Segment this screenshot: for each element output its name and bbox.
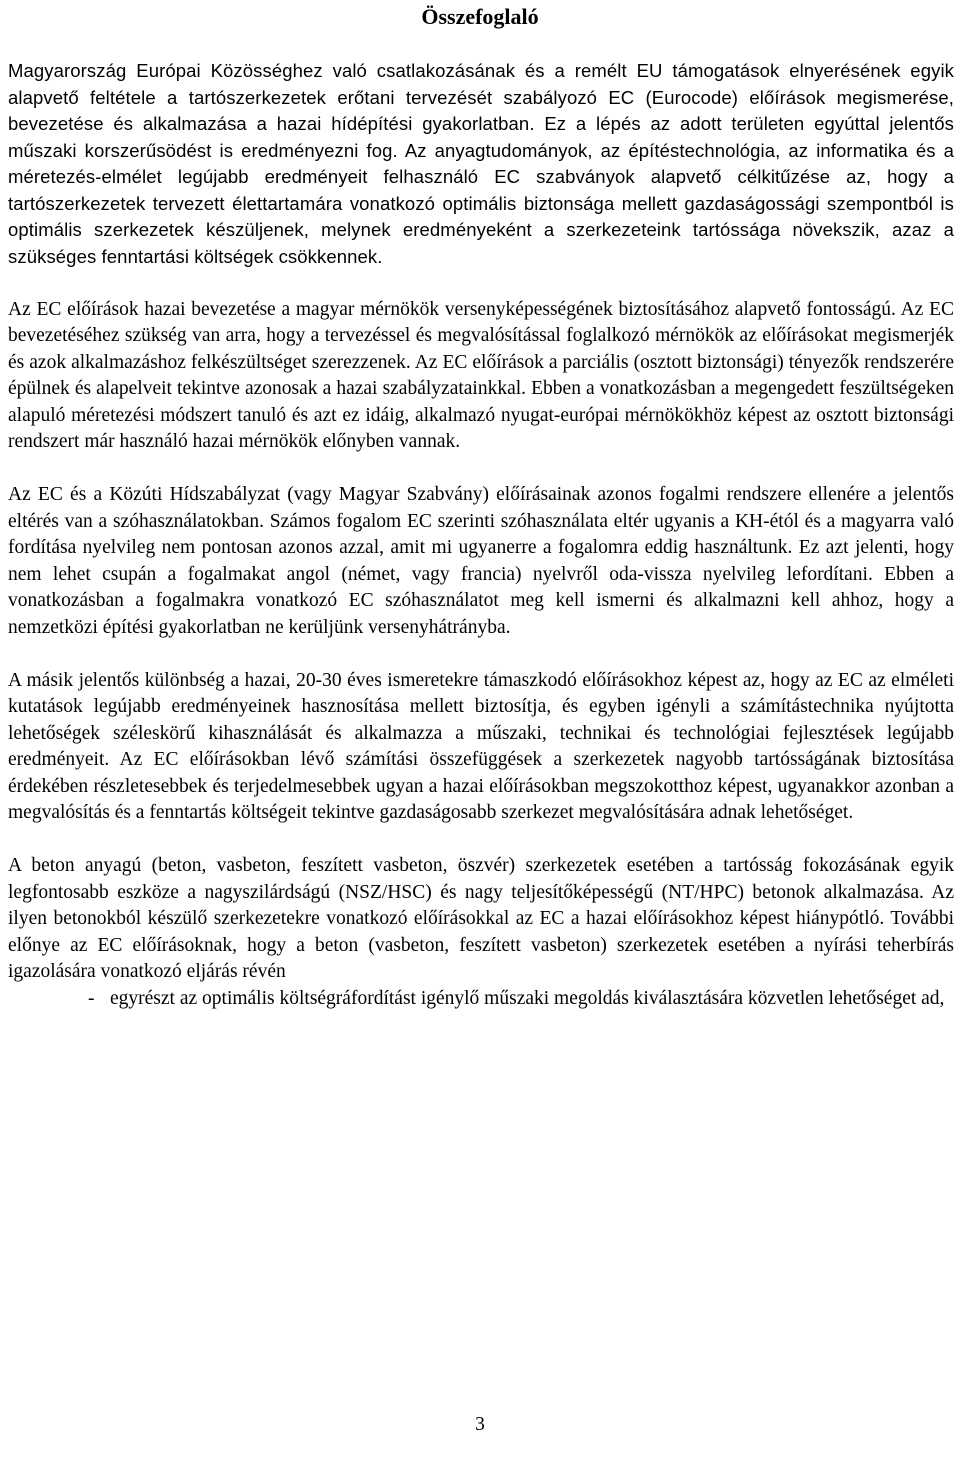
paragraph-4: A másik jelentős különbség a hazai, 20-30 éves ismeretekre támaszkodó előírásokhoz képest az, hogy az EC az elméleti kutatások legújabb eredményeinek hasznosítása mellett biztosítja, és egyben igényli a számítástechnika nyújtotta lehetőségek széleskörű kihasználását és alkalmazza a műszaki, technikai és technológiai fejlesztések legújabb eredményeit. Az EC előírásokban lévő számítási összefüggések a szerkezetek nagyobb tartósságának biztosítása érdekében részletesebbek és terjedelmesebbek ugyan a hazai előírásokban megszokotthoz képest, ugyanakkor azonban a megvalósítás és a fenntartás költségeit tekintve gazdaságosabb szerkezet megvalósítására adnak lehetőséget. <box>8 669 954 823</box>
paragraph-3: Az EC és a Közúti Hídszabályzat (vagy Magyar Szabvány) előírásainak azonos fogalmi rendszere ellenére a jelentős eltérés van a szóhasználatokban. Számos fogalom EC szerinti szóhasználata eltér ugyanis a KH-étól és a magyarra való fordítása nyelvileg nem pontosan azonos azzal, amit mi ugyanerre a fogalomra eddig használtunk. Ez azt jelenti, hogy nem lehet csupán a fogalmakat angol (német, vagy francia) nyelvről oda-vissza nyelvileg lefordítani. Ebben a vonatkozásban a fogalmakra vonatkozó EC szóhasználatot meg kell ismerni és alkalmazni kell ahhoz, hogy a nemzetközi építési gyakorlatban ne kerüljünk versenyhátrányba. <box>8 484 954 638</box>
paragraph-1: Magyarország Európai Közösséghez való csatlakozásának és a remélt EU támogatások elnyerésének egyik alapvető feltétele a tartószerkezetek erőtani tervezését szabályozó EC (Eurocode) előírások megismerése, bevezetése és alkalmazása a hazai hídépítési gyakorlatban. Ez a lépés az adott területen egyúttal jelentős műszaki korszerűsödést is eredményezni fog. Az anyagtudományok, az építéstechnológia, az informatika és a méretezés-elmélet legújabb eredményeit felhasználó EC szabványok alapvető célkitűzése az, hogy a tartószerkezetek tervezett élettartamára vonatkozó optimális biztonsága mellett gazdaságossági szempontból is optimális szerkezetek készüljenek, melynek eredményeként a szerkezeteink tartóssága növekszik, azaz a szükséges fenntartási költségek csökkennek. <box>8 60 954 267</box>
list-bullet: - <box>88 987 95 1009</box>
list-item-text: egyrészt az optimális költségráfordítást igénylő műszaki megoldás kiválasztására közvetlen lehetőséget ad, <box>110 987 945 1009</box>
paragraph-2: Az EC előírások hazai bevezetése a magyar mérnökök versenyképességének biztosításához alapvető fontosságú. Az EC bevezetéséhez szükség van arra, hogy a tervezéssel és megvalósítással foglalkozó mérnökök az előírásokat megismerjék és azok alkalmazáshoz felkészültséget szerezzenek. Az EC előírások a parciális (osztott biztonsági) tényezők rendszerére épülnek és alapelveit tekintve azonosak a hazai szabályzatainkkal. Ebben a vonatkozásban a megengedett feszültségeken alapuló méretezési módszert tanuló és azt ez idáig, alkalmazó nyugat-európai mérnökökhöz képest az osztott biztonsági rendszert már használó hazai mérnökök előnyben vannak. <box>8 298 954 452</box>
paragraph-5: A beton anyagú (beton, vasbeton, feszített vasbeton, öszvér) szerkezetek esetében a tartósság fokozásának egyik legfontosabb eszköze a nagyszilárdságú (NSZ/HSC) és nagy teljesítőképességű (NT/HPC) betonok alkalmazása. Az ilyen betonokból készülő szerkezetekre vonatkozó előírásokkal az EC a hazai előírásokhoz képest hiánypótló. További előnye az EC előírásoknak, hogy a beton (vasbeton, feszített vasbeton) szerkezetek esetében a nyírási teherbírás igazolására vonatkozó eljárás révén <box>8 855 954 982</box>
page-number: 3 <box>475 1414 485 1435</box>
page-title: Összefoglaló <box>421 4 539 29</box>
document-body <box>8 58 954 1012</box>
list-item <box>88 986 954 1013</box>
